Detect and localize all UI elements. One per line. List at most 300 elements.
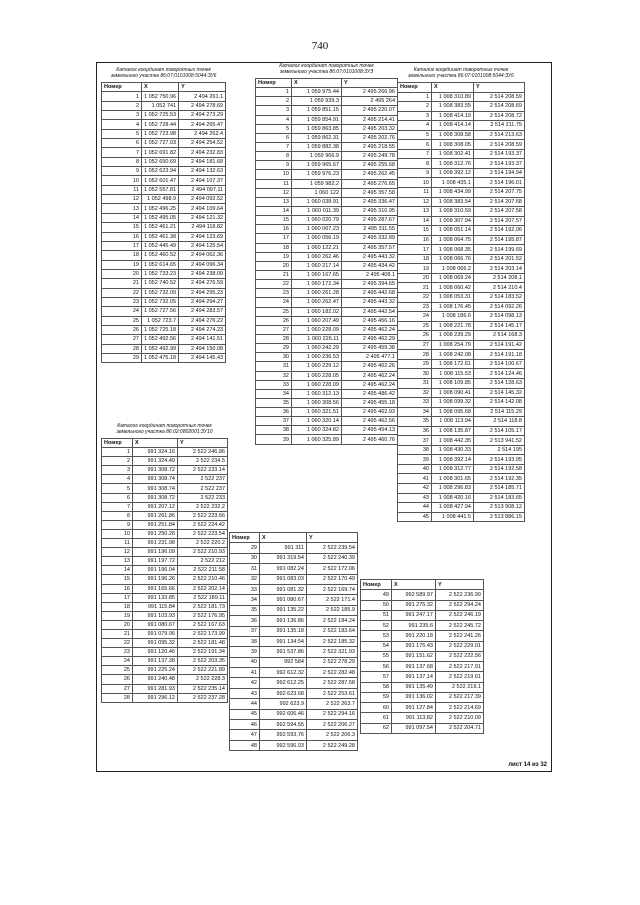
point-number-cell: 20 <box>398 273 432 283</box>
x-coordinate-cell: 991 231.98 <box>133 539 178 548</box>
y-coordinate-cell: 2 514 185.71 <box>474 483 525 493</box>
table-row <box>102 185 226 194</box>
table-row <box>102 92 226 101</box>
table-row <box>256 398 398 407</box>
y-coordinate-cell: 2 514 145.32 <box>474 388 525 398</box>
point-number-cell: 57 <box>361 672 392 682</box>
x-coordinate-cell: 1 060 020.79 <box>292 216 342 225</box>
table-row <box>102 657 228 666</box>
point-number-cell: 32 <box>256 371 292 380</box>
x-coordinate-cell: 1 060 261.28 <box>292 289 342 298</box>
table-row <box>398 503 525 513</box>
y-coordinate-cell: 2 522 233 <box>178 493 228 502</box>
point-number-cell: 5 <box>102 484 133 493</box>
y-coordinate-cell: 2 522 294.16 <box>307 709 358 719</box>
point-number-cell: 28 <box>256 334 292 343</box>
y-coordinate-cell: 2 522 202.14 <box>178 584 228 593</box>
x-coordinate-cell: 1 059 982.2 <box>292 179 342 188</box>
y-coordinate-cell: 2 514 115.29 <box>474 407 525 417</box>
point-number-cell: 22 <box>256 280 292 289</box>
x-coordinate-cell: 1 052 492.56 <box>142 335 179 344</box>
y-coordinate-cell: 2 494 145.43 <box>179 353 226 362</box>
point-number-cell: 56 <box>361 662 392 672</box>
table-row <box>256 161 398 170</box>
x-coordinate-cell: 991 151.62 <box>392 651 436 661</box>
column-header-y: Y <box>436 580 484 590</box>
y-coordinate-cell: 2 514 092.26 <box>474 302 525 312</box>
x-coordinate-cell: 991 103.93 <box>133 611 178 620</box>
x-coordinate-cell: 991 225.24 <box>133 666 178 675</box>
y-coordinate-cell: 2 495 249.78 <box>342 152 398 161</box>
x-coordinate-cell: 1 052 741 <box>142 101 179 110</box>
x-coordinate-cell: 1 008 383.55 <box>432 102 474 112</box>
point-number-cell: 44 <box>230 699 260 709</box>
point-number-cell: 24 <box>398 312 432 322</box>
point-number-cell: 23 <box>256 289 292 298</box>
table-row <box>398 168 525 178</box>
x-coordinate-cell: 992 623.68 <box>260 688 307 698</box>
point-number-cell: 17 <box>398 245 432 255</box>
x-coordinate-cell: 1 008 392.14 <box>432 455 474 465</box>
y-coordinate-cell: 2 495 332.89 <box>342 234 398 243</box>
point-number-cell: 2 <box>256 97 292 106</box>
table-row <box>398 188 525 198</box>
table-row <box>398 273 525 283</box>
table-header-row <box>398 83 525 93</box>
table-row <box>398 111 525 121</box>
point-number-cell: 50 <box>361 600 392 610</box>
catalog-title <box>397 67 525 82</box>
point-number-cell: 27 <box>102 684 133 693</box>
y-coordinate-cell: 2 494 294.27 <box>179 297 226 306</box>
y-coordinate-cell: 2 522 210.09 <box>436 713 484 723</box>
point-number-cell: 19 <box>256 252 292 261</box>
point-number-cell: 35 <box>230 605 260 615</box>
x-coordinate-cell: 1 008 095.68 <box>432 407 474 417</box>
table-row <box>361 641 484 651</box>
table-row <box>398 293 525 303</box>
y-coordinate-cell: 2 495 276.65 <box>342 179 398 188</box>
x-coordinate-cell: 1 052 461.21 <box>142 223 179 232</box>
x-coordinate-cell: 991 308.72 <box>133 466 178 475</box>
y-coordinate-cell: 2 522 219.61 <box>436 672 484 682</box>
table-row <box>398 474 525 484</box>
point-number-cell: 14 <box>102 213 142 222</box>
y-coordinate-cell: 2 522 206.27 <box>307 720 358 730</box>
x-coordinate-cell: 991 261.86 <box>133 511 178 520</box>
x-coordinate-cell: 1 059 862.31 <box>292 133 342 142</box>
table-row <box>398 302 525 312</box>
y-coordinate-cell: 2 495 442.54 <box>342 307 398 316</box>
y-coordinate-cell: 2 494 062.36 <box>179 251 226 260</box>
point-number-cell: 33 <box>230 584 260 594</box>
y-coordinate-cell: 2 495 455.18 <box>342 398 398 407</box>
y-coordinate-cell: 2 522 176.95 <box>178 611 228 620</box>
column-header-y: Y <box>342 79 398 88</box>
x-coordinate-cell: 1 060 242.29 <box>292 344 342 353</box>
point-number-cell: 5 <box>256 124 292 133</box>
column-header-y: Y <box>474 83 525 93</box>
point-number-cell: 33 <box>398 398 432 408</box>
catalog-title-line: Каталог координат поворотных точек <box>117 423 212 429</box>
y-coordinate-cell: 2 494 295.23 <box>179 288 226 297</box>
point-number-cell: 43 <box>230 688 260 698</box>
x-coordinate-cell: 1 008 383.54 <box>432 197 474 207</box>
point-number-cell: 28 <box>102 693 133 702</box>
table-row <box>230 740 358 750</box>
table-row <box>398 312 525 322</box>
x-coordinate-cell: 1 060 207.49 <box>292 316 342 325</box>
y-coordinate-cell: 2 514 194.94 <box>474 168 525 178</box>
x-coordinate-cell: 991 281.93 <box>133 684 178 693</box>
table-row <box>102 176 226 185</box>
point-number-cell: 25 <box>102 666 133 675</box>
table-row <box>102 584 228 593</box>
point-number-cell: 18 <box>398 254 432 264</box>
x-coordinate-cell: 992 612.32 <box>260 668 307 678</box>
table-row <box>398 235 525 245</box>
catalog-title <box>101 67 226 82</box>
coordinate-table <box>360 579 484 734</box>
point-number-cell: 35 <box>398 417 432 427</box>
y-coordinate-cell: 2 522 221.89 <box>178 666 228 675</box>
point-number-cell: 25 <box>256 307 292 316</box>
x-coordinate-cell: 991 127.84 <box>392 703 436 713</box>
table-row <box>398 216 525 226</box>
point-number-cell: 34 <box>398 407 432 417</box>
point-number-cell: 26 <box>256 316 292 325</box>
x-coordinate-cell: 1 060 217.14 <box>292 261 342 270</box>
y-coordinate-cell: 2 494 265.47 <box>179 120 226 129</box>
table-row <box>102 148 226 157</box>
table-row <box>230 605 358 615</box>
y-coordinate-cell: 2 495 262.45 <box>342 170 398 179</box>
point-number-cell: 1 <box>102 92 142 101</box>
table-row <box>361 590 484 600</box>
x-coordinate-cell: 1 052 732.05 <box>142 297 179 306</box>
point-number-cell: 38 <box>256 426 292 435</box>
x-coordinate-cell: 1 059 976.23 <box>292 170 342 179</box>
x-coordinate-cell: 1 008 312.77 <box>432 464 474 474</box>
y-coordinate-cell: 2 495 287.67 <box>342 216 398 225</box>
y-coordinate-cell: 2 522 229.01 <box>436 641 484 651</box>
x-coordinate-cell: 1 059 851.15 <box>292 106 342 115</box>
table-row <box>102 279 226 288</box>
point-number-cell: 16 <box>256 225 292 234</box>
point-number-cell: 17 <box>102 241 142 250</box>
table-row <box>102 457 228 466</box>
table-row <box>102 120 226 129</box>
point-number-cell: 38 <box>230 636 260 646</box>
table-row <box>102 307 226 316</box>
x-coordinate-cell: 991 080.67 <box>260 595 307 605</box>
x-coordinate-cell: 1 052 727.56 <box>142 307 179 316</box>
y-coordinate-cell: 2 522 321.93 <box>307 647 358 657</box>
x-coordinate-cell: 991 175.43 <box>392 641 436 651</box>
y-coordinate-cell: 2 514 183.65 <box>474 493 525 503</box>
x-coordinate-cell: 991 250.28 <box>133 529 178 538</box>
column-header-x: X <box>260 533 307 543</box>
table-row <box>102 675 228 684</box>
x-coordinate-cell: 991 165.66 <box>133 584 178 593</box>
point-number-cell: 19 <box>102 260 142 269</box>
y-coordinate-cell: 2 522 173.99 <box>178 629 228 638</box>
x-coordinate-cell: 1 060 167.65 <box>292 270 342 279</box>
table-row <box>102 502 228 511</box>
point-number-cell: 30 <box>256 353 292 362</box>
table-row <box>256 142 398 151</box>
x-coordinate-cell: 991 196.09 <box>133 548 178 557</box>
column-header-x: X <box>432 83 474 93</box>
point-number-cell: 21 <box>102 279 142 288</box>
point-number-cell: 29 <box>102 353 142 362</box>
x-coordinate-cell: 991 135.18 <box>260 626 307 636</box>
point-number-cell: 51 <box>361 610 392 620</box>
y-coordinate-cell: 2 522 171.4 <box>307 595 358 605</box>
x-coordinate-cell: 1 008 310.89 <box>432 92 474 102</box>
y-coordinate-cell: 2 514 124.46 <box>474 369 525 379</box>
point-number-cell: 8 <box>102 511 133 520</box>
point-number-cell: 12 <box>398 197 432 207</box>
table-row <box>398 226 525 236</box>
point-number-cell: 15 <box>398 226 432 236</box>
table-row <box>256 435 398 444</box>
table-row <box>102 157 226 166</box>
point-number-cell: 7 <box>256 142 292 151</box>
table-row <box>398 512 525 522</box>
y-coordinate-cell: 2 522 203.35 <box>178 657 228 666</box>
table-row <box>256 307 398 316</box>
x-coordinate-cell: 1 060 325.89 <box>292 435 342 444</box>
table-row <box>256 380 398 389</box>
point-number-cell: 34 <box>230 595 260 605</box>
x-coordinate-cell: 1 008 301.65 <box>432 474 474 484</box>
table-row <box>102 297 226 306</box>
y-coordinate-cell: 2 522 241.26 <box>436 631 484 641</box>
table-row <box>398 102 525 112</box>
table-row <box>256 188 398 197</box>
point-number-cell: 39 <box>256 435 292 444</box>
x-coordinate-cell: 1 052 750.96 <box>142 92 179 101</box>
x-coordinate-cell: 1 052 723.98 <box>142 129 179 138</box>
point-number-cell: 30 <box>398 369 432 379</box>
point-number-cell: 16 <box>102 232 142 241</box>
x-coordinate-cell: 1 008 069.24 <box>432 273 474 283</box>
x-coordinate-cell: 1 008 099.32 <box>432 398 474 408</box>
point-number-cell: 47 <box>230 730 260 740</box>
table-row <box>398 407 525 417</box>
point-number-cell: 35 <box>256 398 292 407</box>
table-row <box>256 234 398 243</box>
x-coordinate-cell: 1 008 060.42 <box>432 283 474 293</box>
y-coordinate-cell: 2 514 145.17 <box>474 321 525 331</box>
point-number-cell: 28 <box>398 350 432 360</box>
table-row <box>102 241 226 250</box>
x-coordinate-cell: 1 052 461.38 <box>142 232 179 241</box>
point-number-cell: 22 <box>102 639 133 648</box>
table-row <box>230 688 358 698</box>
table-header-row <box>102 83 226 92</box>
table-row <box>256 216 398 225</box>
x-coordinate-cell: 1 060 226.11 <box>292 334 342 343</box>
y-coordinate-cell: 2 522 191.34 <box>178 648 228 657</box>
table-row <box>256 270 398 279</box>
y-coordinate-cell: 2 495 454.13 <box>342 426 398 435</box>
x-coordinate-cell: 1 008 430.33 <box>432 445 474 455</box>
table-row <box>361 682 484 692</box>
point-number-cell: 1 <box>256 88 292 97</box>
y-coordinate-cell: 2 514 208.59 <box>474 140 525 150</box>
point-number-cell: 6 <box>398 140 432 150</box>
y-coordinate-cell: 2 522 223.54 <box>178 529 228 538</box>
point-number-cell: 11 <box>256 179 292 188</box>
y-coordinate-cell: 2 522 240.39 <box>307 553 358 563</box>
table-row <box>256 197 398 206</box>
x-coordinate-cell: 1 059 975.44 <box>292 88 342 97</box>
x-coordinate-cell: 991 296.12 <box>133 693 178 702</box>
x-coordinate-cell: 991 240.48 <box>133 675 178 684</box>
x-coordinate-cell: 991 135.22 <box>260 605 307 615</box>
y-coordinate-cell: 2 494 232.83 <box>179 148 226 157</box>
point-number-cell: 26 <box>102 325 142 334</box>
y-coordinate-cell: 2 522 224.42 <box>178 520 228 529</box>
y-coordinate-cell: 2 494 123.69 <box>179 232 226 241</box>
table-row <box>256 316 398 325</box>
point-number-cell: 29 <box>256 344 292 353</box>
table-row <box>102 566 228 575</box>
x-coordinate-cell: 1 060 228.05 <box>292 371 342 380</box>
x-coordinate-cell: 1 052 740.52 <box>142 279 179 288</box>
y-coordinate-cell: 2 522 214.69 <box>436 703 484 713</box>
point-number-cell: 22 <box>398 293 432 303</box>
y-coordinate-cell: 2 514 199.69 <box>474 245 525 255</box>
y-coordinate-cell: 2 494 283.57 <box>179 307 226 316</box>
y-coordinate-cell: 2 522 237.28 <box>178 693 228 702</box>
table-row <box>230 678 358 688</box>
x-coordinate-cell: 1 060 067.23 <box>292 225 342 234</box>
table-row <box>230 574 358 584</box>
point-number-cell: 22 <box>102 288 142 297</box>
point-number-cell: 37 <box>398 436 432 446</box>
x-coordinate-cell: 1 052 732.09 <box>142 288 179 297</box>
point-number-cell: 9 <box>256 161 292 170</box>
point-number-cell: 18 <box>102 602 133 611</box>
table-row <box>398 140 525 150</box>
table-row <box>102 575 228 584</box>
point-number-cell: 3 <box>102 111 142 120</box>
column-header-num: Номер <box>361 580 392 590</box>
point-number-cell: 5 <box>102 129 142 138</box>
y-coordinate-cell: 2 522 246.86 <box>178 448 228 457</box>
table-row <box>256 371 398 380</box>
point-number-cell: 11 <box>102 539 133 548</box>
table-row <box>256 280 398 289</box>
x-coordinate-cell: 991 097.54 <box>392 723 436 733</box>
x-coordinate-cell: 1 052 723.7 <box>142 316 179 325</box>
table-row <box>398 321 525 331</box>
y-coordinate-cell: 2 522 228.3 <box>178 675 228 684</box>
column-header-x: X <box>392 580 436 590</box>
x-coordinate-cell: 1 060 308.56 <box>292 398 342 407</box>
point-number-cell: 18 <box>102 251 142 260</box>
y-coordinate-cell: 2 495 456.16 <box>342 316 398 325</box>
y-coordinate-cell: 2 514 195 <box>474 445 525 455</box>
point-number-cell: 6 <box>102 493 133 502</box>
table-row <box>398 245 525 255</box>
point-number-cell: 21 <box>256 270 292 279</box>
table-row <box>398 483 525 493</box>
y-coordinate-cell: 2 522 181.73 <box>178 602 228 611</box>
y-coordinate-cell: 2 522 220.2 <box>178 539 228 548</box>
y-coordinate-cell: 2 495 220.07 <box>342 106 398 115</box>
y-coordinate-cell: 2 495 462.29 <box>342 334 398 343</box>
catalog-title-line: земельного участка 86:07:0101008:3УЗ <box>279 69 374 75</box>
point-number-cell: 49 <box>361 590 392 600</box>
point-number-cell: 11 <box>102 185 142 194</box>
x-coordinate-cell: 1 060 312.13 <box>292 389 342 398</box>
point-number-cell: 42 <box>230 678 260 688</box>
x-coordinate-cell: 991 137.14 <box>392 672 436 682</box>
y-coordinate-cell: 2 522 189.11 <box>178 593 228 602</box>
point-number-cell: 31 <box>230 564 260 574</box>
table-row <box>361 692 484 702</box>
table-row <box>361 662 484 672</box>
column-header-num: Номер <box>230 533 260 543</box>
y-coordinate-cell: 2 495 477.1 <box>342 353 398 362</box>
y-coordinate-cell: 2 494 092.52 <box>179 195 226 204</box>
table-row <box>256 106 398 115</box>
x-coordinate-cell: 1 008 221.78 <box>432 321 474 331</box>
x-coordinate-cell: 1 008 113.94 <box>432 417 474 427</box>
y-coordinate-cell: 2 494 109.64 <box>179 204 226 213</box>
point-number-cell: 14 <box>398 216 432 226</box>
table-row <box>398 398 525 408</box>
coordinate-table-block <box>229 532 358 751</box>
x-coordinate-cell: 1 008 135.87 <box>432 426 474 436</box>
y-coordinate-cell: 2 514 208.72 <box>474 111 525 121</box>
x-coordinate-cell: 991 136.02 <box>392 692 436 702</box>
table-row <box>102 539 228 548</box>
x-coordinate-cell: 1 052 733.23 <box>142 269 179 278</box>
x-coordinate-cell: 991 080.67 <box>133 620 178 629</box>
x-coordinate-cell: 1 008 254.79 <box>432 340 474 350</box>
coordinate-table <box>255 78 398 445</box>
point-number-cell: 45 <box>230 709 260 719</box>
table-row <box>102 101 226 110</box>
coordinate-table <box>397 82 525 522</box>
x-coordinate-cell: 1 060 011.39 <box>292 206 342 215</box>
table-row <box>230 647 358 657</box>
x-coordinate-cell: 991 137.38 <box>133 657 178 666</box>
y-coordinate-cell: 2 495 443.32 <box>342 298 398 307</box>
table-row <box>256 298 398 307</box>
table-row <box>256 362 398 371</box>
x-coordinate-cell: 1 008 302.41 <box>432 149 474 159</box>
table-row <box>102 593 228 602</box>
y-coordinate-cell: 2 522 223.66 <box>178 511 228 520</box>
table-row <box>256 170 398 179</box>
x-coordinate-cell: 991 120.46 <box>133 648 178 657</box>
point-number-cell: 31 <box>398 378 432 388</box>
x-coordinate-cell: 991 133.85 <box>133 593 178 602</box>
point-number-cell: 39 <box>398 455 432 465</box>
y-coordinate-cell: 2 514 207.68 <box>474 197 525 207</box>
x-coordinate-cell: 991 115.84 <box>133 602 178 611</box>
y-coordinate-cell: 2 495 310.95 <box>342 206 398 215</box>
x-coordinate-cell: 1 060 262.47 <box>292 298 342 307</box>
point-number-cell: 41 <box>398 474 432 484</box>
point-number-cell: 13 <box>102 557 133 566</box>
